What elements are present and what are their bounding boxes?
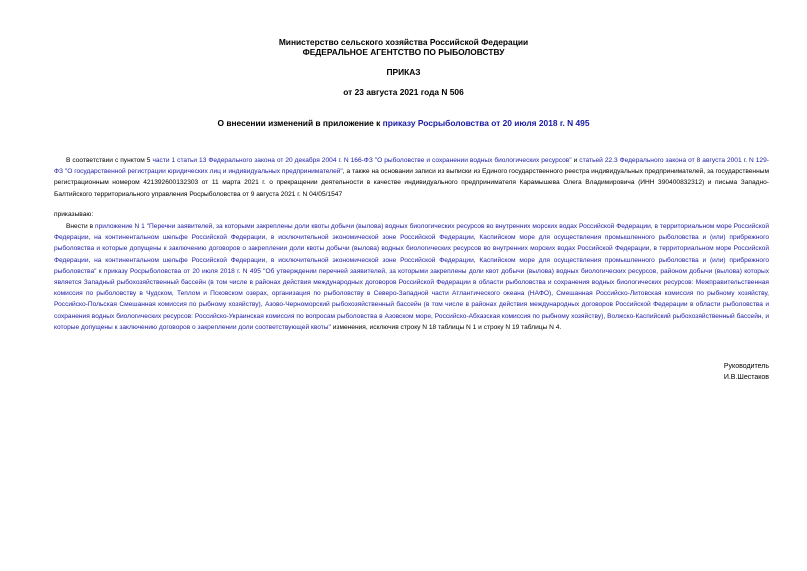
main-text-1: Внести в [66,223,96,230]
ministry-name: Министерство сельского хозяйства Российской Федерации [278,37,529,47]
preamble-text-1: В соответствии с пунктом 5 [66,157,153,164]
main-text-2: изменения, исключив строку N 18 таблицы N 1 и строку N 19 таблицы N 4. [330,323,562,331]
order-word: приказываю: [54,211,94,218]
agency-name: ФЕДЕРАЛЬНОЕ АГЕНТСТВО ПО РЫБОЛОВСТВУ [302,47,505,57]
signature-role: Руководитель [723,363,769,370]
title-link[interactable]: приказу Росрыболовства от 20 июля 2018 г. N 495 [382,118,590,128]
title-prefix: О внесении изменений в приложение к [217,118,383,128]
document-type: ПРИКАЗ [386,67,421,77]
preamble-text-2: и [571,157,580,164]
preamble-paragraph [54,155,769,200]
preamble-link-fz129[interactable]: статьей 22.3 Федерального закона от 8 августа 2001 г. N 129-ФЗ "О государственной регистрации юридических лиц и индивидуальных предпринимателей" [54,157,769,176]
main-paragraph [54,221,769,333]
preamble-text-3: , а также на основании записи из выписки из Единого государственного реестра индивидуальных предпринимателей, за государственным регистрационным номером 421392600132303 от 11 марта 2021 г. о прекращении деятельности в качестве индивидуального предпринимателя Карамышева Олега Владимировича (ИНН 390400832312) и письма Западно-Балтийского территориального управления Росрыболовства от 9 августа 2021 г. N 04/05/1547 [54,168,769,198]
preamble-link-fz166[interactable]: части 1 статьи 13 Федерального закона от 20 декабря 2004 г. N 166-ФЗ "О рыболовстве и сохранении водных биологических ресурсов" [152,157,572,164]
main-link-appendix[interactable]: приложение N 1 "Перечни заявителей, за которыми закреплены доли квоты добычи (вылова) водных биологических ресурсов во внутренних морских водах Российской Федерации, в территориальном море Российской Федерации, на континентальном шельфе Российской Федерации, в исключительной экономической зоне Российской Федерации, Каспийском море для осуществления промышленного рыболовства и (или) прибрежного рыболовства и которые допущены к заключению договоров о закреплении доли квоты добычи (вылова) водных биологических ресурсов во внутренних морских водах Российской Федерации, в территориальном море Российской Федерации, на континентальном шельфе Российской Федерации, в исключительной экономической зоне Российской Федерации, Каспийском море для осуществления промышленного рыболовства и (или) прибрежного рыболовства" к приказу Росрыболовства от 20 июля 2018 г. N 495 "Об утверждении перечней заявителей, за которыми закреплены доли квот добычи (вылова) водных биологических ресурсов, районом добычи (вылова) которых является Западный рыбохозяйственный бассейн (в том числе в районах действия международных договоров Российской Федерации в области рыболовства и сохранения водных биологических ресурсов: Межправительственная комиссия по рыболовству в Чудском, Теплом и Псковском озерах, организация по рыболовству в Северо-Западной части Атлантического океана (НАФО), Смешанная Российско-Литовская комиссия по рыбному хозяйству, Российско-Польская Смешанная комиссия по рыбному хозяйству), Азово-Черноморский рыбохозяйственный бассейн (в том числе в районах действия международных договоров Российской Федерации в области рыболовства и сохранения водных биологических ресурсов: Российско-Украинская комиссия по вопросам рыболовства в Азовском море, Российско-Абхазская комиссия по рыбному хозяйству), Волжско-Каспийский рыбохозяйственный бассейн, и которые допущены к заключению договоров о закреплении доли соответствующей квоты" [54,223,770,331]
document-title [0,118,807,128]
document-date-number: от 23 августа 2021 года N 506 [343,87,464,97]
signature-name: И.В.Шестаков [723,374,769,381]
